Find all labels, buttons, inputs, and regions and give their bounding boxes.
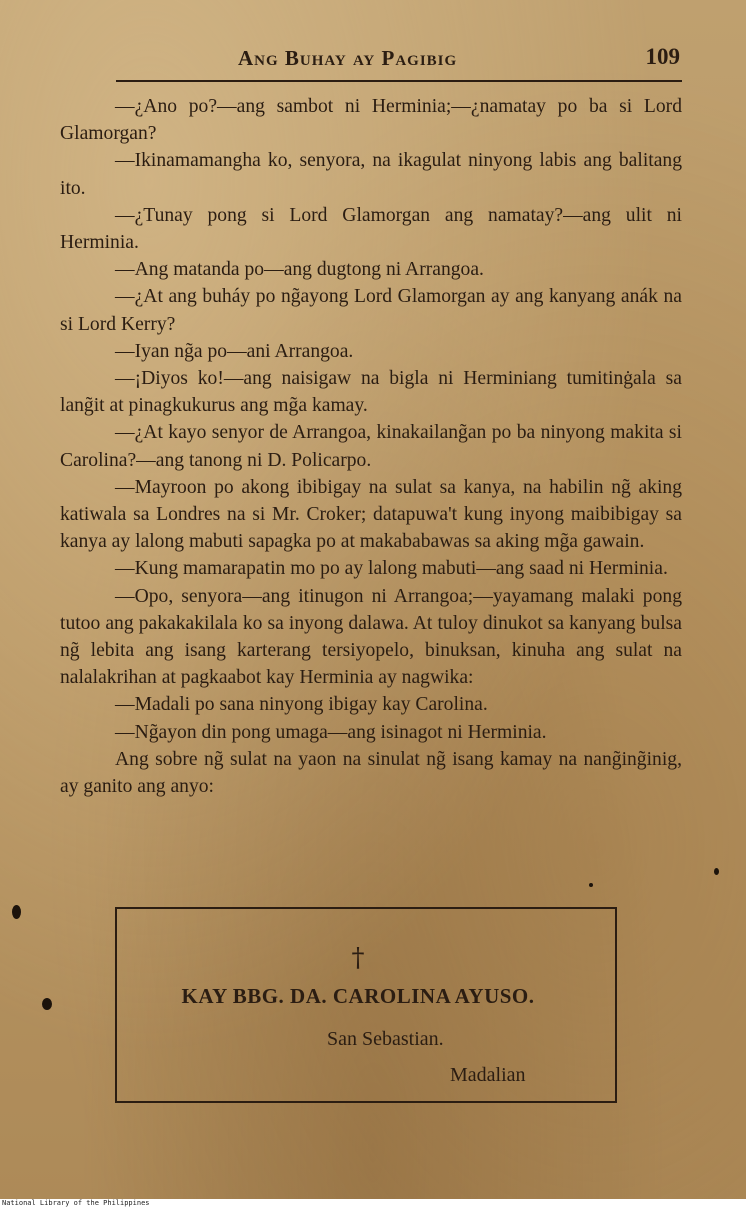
envelope-place: San Sebastian. (327, 1028, 444, 1050)
page-number: 109 (645, 44, 680, 69)
header-rule (116, 80, 682, 82)
paragraph: —Kung mamarapatin mo po ay lalong mabuti—ang saad ni Herminia. (115, 558, 668, 580)
paragraph: —Ng̃ayon din pong umaga—ang isinagot ni Herminia. (115, 721, 547, 743)
envelope-addressee: KAY BBG. DA. CAROLINA AYUSO. (181, 984, 535, 1008)
paragraph: —Iyan ng̃a po—ani Arrangoa. (115, 340, 354, 362)
paragraph: Ang sobre ng̃ sulat na yaon na sinulat ng̃ isang kamay na nang̃ing̃inig, ay ganito ang anyo: (60, 748, 682, 798)
paragraph: —Opo, senyora—ang itinugon ni Arrangoa;—yayamang malaki pong tutoo ang pakakakilala ko sa inyong dalawa. At tuloy dinukot sa kanyang bulsa ng̃ lebita ang isang karterang tersiyopelo, binuksan, kinuha ang sulat na nalalakrihan at pagkaabot kay Herminia ay nagwika: (60, 585, 682, 689)
paragraph: —¿Tunay pong si Lord Glamorgan ang namatay?—ang ulit ni Herminia. (60, 204, 682, 254)
paragraph: —Mayroon po akong ibibigay na sulat sa kanya, na habilin ng̃ aking katiwala sa Londres na si Mr. Croker; datapuwa't kung inyong maibibigay sa kanya ay lalong mabuti sapagka po at makababawas sa aking mg̃a gawain. (60, 476, 682, 553)
library-credit: National Library of the Philippines (0, 1199, 746, 1208)
paragraph: —¿At ang buháy po ng̃ayong Lord Glamorgan ay ang kanyang anák na si Lord Kerry? (60, 286, 682, 335)
body-text (60, 93, 682, 800)
paragraph: —¿Ano po?—ang sambot ni Herminia;—¿namatay po ba si Lord Glamorgan? (60, 96, 682, 145)
running-header (115, 44, 683, 74)
ink-spot (589, 883, 593, 887)
paragraph: —Ang matanda po—ang dugtong ni Arrangoa. (115, 259, 484, 281)
paragraph: —¡Diyos ko!—ang naisigaw na bigla ni Herminiang tumitinġala sa lang̃it at pinagkukurus ang mg̃a kamay. (60, 368, 682, 417)
ink-spot (12, 905, 21, 919)
paragraph: —Ikinamamangha ko, senyora, na ikagulat ninyong labis ang balitang ito. (60, 150, 682, 199)
cross-mark: † (351, 943, 365, 973)
ink-spot (714, 868, 719, 875)
envelope-note: Madalian (450, 1064, 526, 1086)
running-title: Ang Buhay ay Pagibig (238, 46, 458, 70)
envelope-box (115, 907, 617, 1103)
ink-spot (42, 998, 52, 1010)
paragraph: —Madali po sana ninyong ibigay kay Carolina. (115, 694, 488, 716)
paragraph: —¿At kayo senyor de Arrangoa, kinakailang̃an po ba ninyong makita si Carolina?—ang tanong ni D. Policarpo. (60, 422, 682, 471)
